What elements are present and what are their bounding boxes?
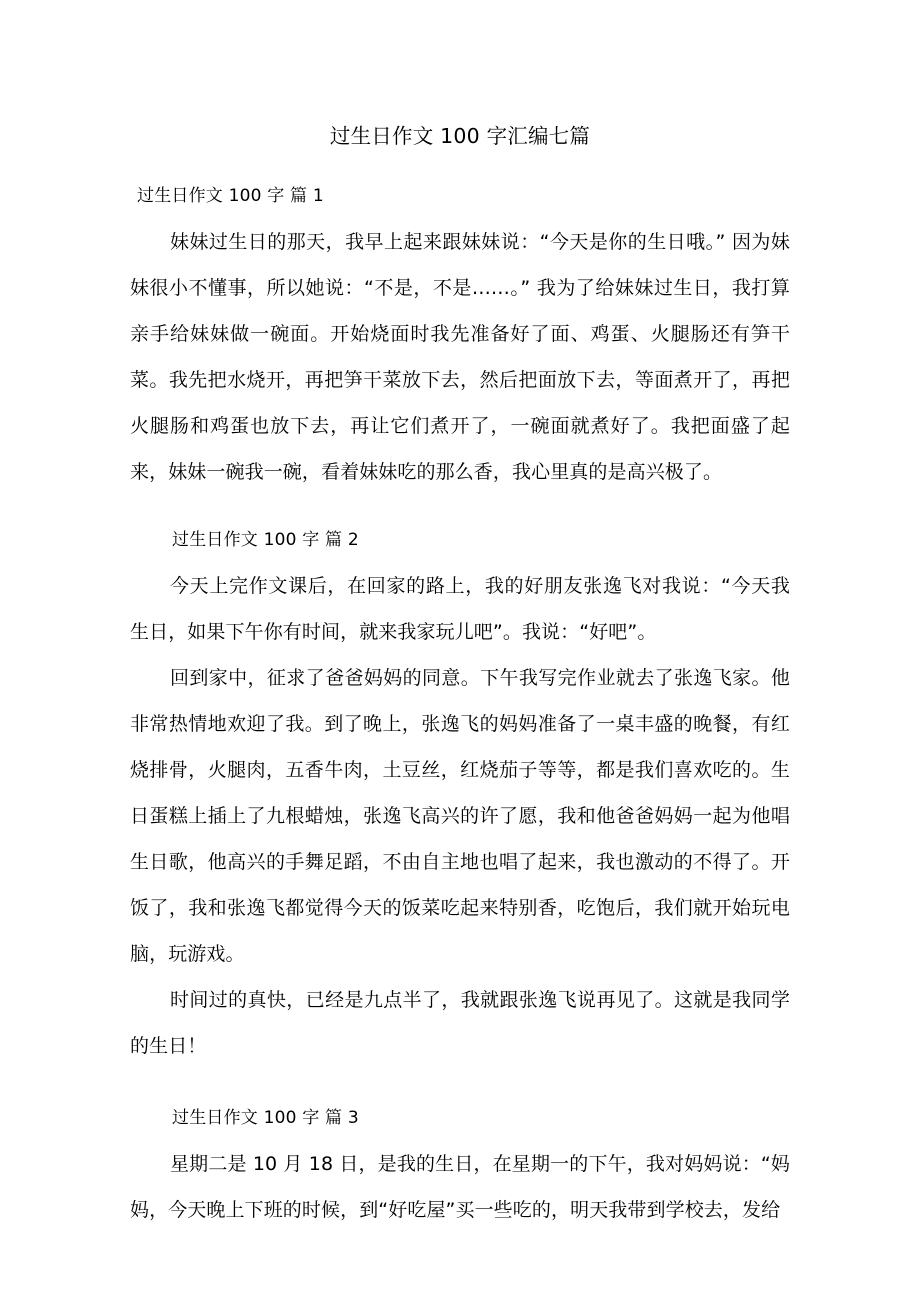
paragraph: 时间过的真快，已经是九点半了，我就跟张逸飞说再见了。这就是我同学的生日！ — [130, 989, 790, 1057]
spacer — [130, 1069, 790, 1095]
paragraph: 今天上完作文课后，在回家的路上，我的好朋友张逸飞对我说：“今天我生日，如果下午你有时间，就来我家玩儿吧”。我说：“好吧”。 — [130, 575, 790, 643]
page-title: 过生日作文 100 字汇编七篇 — [329, 124, 591, 148]
paragraph: 妹妹过生日的那天，我早上起来跟妹妹说：“今天是你的生日哦。” 因为妹妹很小不懂事，所以她说：“不是，不是……。” 我为了给妹妹过生日，我打算亲手给妹妹做一碗面。开始烧面时我先准备好了面、鸡蛋、火腿肠还有笋干菜。我先把水烧开，再把笋干菜放下去，然后把面放下去，等面煮开了，再把火腿肠和鸡蛋也放下去，再让它们煮开了，一碗面就煮好了。我把面盛了起来，妹妹一碗我一碗，看着妹妹吃的那么香，我心里真的是高兴极了。 — [130, 231, 790, 483]
section-heading-3: 过生日作文 100 字 篇 3 — [172, 1108, 359, 1128]
paragraph: 星期二是 10 月 18 日，是我的生日，在星期一的下午，我对妈妈说：“妈妈，今天晚上下班的时候，到“好吃屋”买一些吃的，明天我带到学校去，发给 — [130, 1153, 790, 1221]
section-heading-1: 过生日作文 100 字 篇 1 — [137, 186, 324, 206]
section-heading-2: 过生日作文 100 字 篇 2 — [172, 530, 359, 550]
spacer — [130, 495, 790, 517]
document-content — [130, 0, 790, 1233]
paragraph: 回到家中，征求了爸爸妈妈的同意。下午我写完作业就去了张逸飞家。他非常热情地欢迎了我。到了晚上，张逸飞的妈妈准备了一桌丰盛的晚餐，有红烧排骨，火腿肉，五香牛肉，土豆丝，红烧茄子等等，都是我们喜欢吃的。生日蛋糕上插上了九根蜡烛，张逸飞高兴的许了愿，我和他爸爸妈妈一起为他唱生日歌，他高兴的手舞足蹈，不由自主地也唱了起来，我也激动的不得了。开饭了，我和张逸飞都觉得今天的饭菜吃起来特别香，吃饱后，我们就开始玩电脑，玩游戏。 — [130, 667, 790, 965]
spacer — [130, 159, 790, 173]
